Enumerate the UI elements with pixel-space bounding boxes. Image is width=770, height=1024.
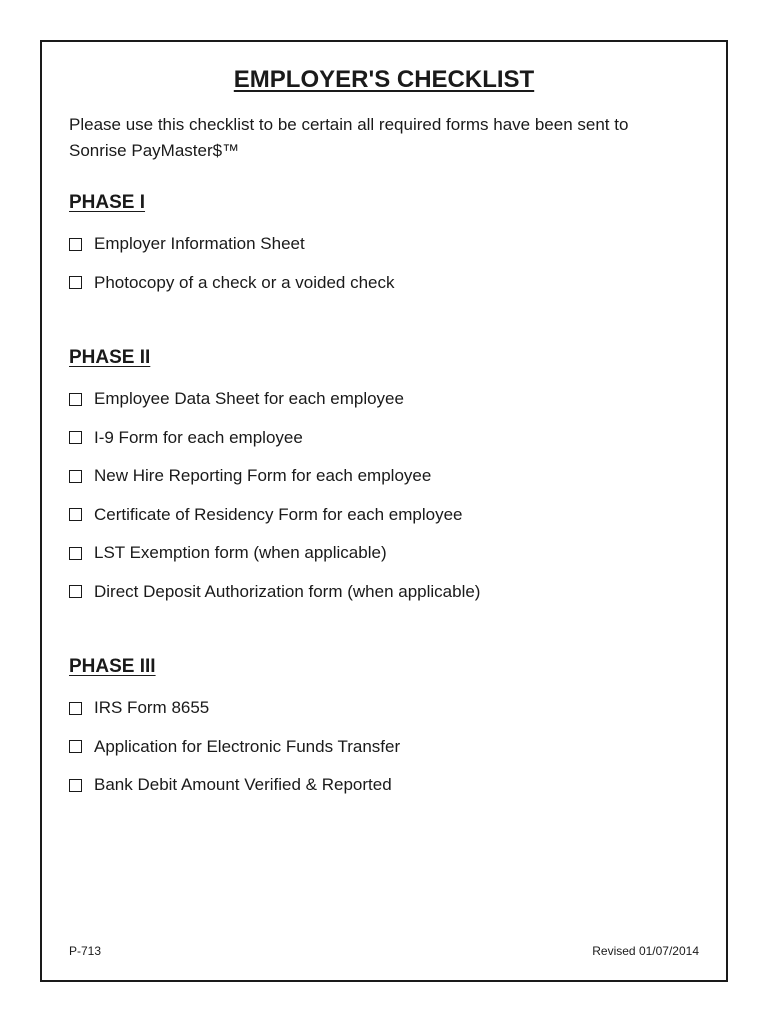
checklist-item-label: IRS Form 8655 [94,698,210,718]
checklist-item-label: New Hire Reporting Form for each employee [94,466,432,486]
checklist-item-label: Direct Deposit Authorization form (when applicable) [94,581,481,601]
checkbox[interactable] [69,547,82,560]
checkbox[interactable] [69,508,82,521]
checklist-item [69,419,480,458]
checklist-item-label: Employer Information Sheet [94,234,305,254]
phase-1-heading: PHASE I [69,192,146,213]
phase-3-heading: PHASE III [69,656,156,677]
checklist-item-label: Photocopy of a check or a voided check [94,272,395,292]
checklist-item [69,225,395,264]
intro-text: Please use this checklist to be certain all required forms have been sent to Sonrise PayMaster$™ [69,115,629,160]
checklist-item-label: Application for Electronic Funds Transfer [94,736,401,756]
checklist-item [69,534,480,573]
phase-1-checklist [69,225,395,302]
checkbox[interactable] [69,740,82,753]
checkbox[interactable] [69,470,82,483]
checklist-item [69,457,480,496]
checklist-item [69,496,480,535]
checklist-item [69,380,480,419]
phase-2-heading: PHASE II [69,347,151,368]
checklist-item-label: Employee Data Sheet for each employee [94,389,404,409]
checkbox[interactable] [69,393,82,406]
form-number: P-713 [69,944,102,958]
checklist-item [69,689,400,728]
page-title: EMPLOYER'S CHECKLIST [233,66,535,93]
checklist-item [69,264,395,303]
revision-date: Revised 01/07/2014 [592,944,699,958]
phase-2-checklist [69,380,480,611]
checklist-item-label: Bank Debit Amount Verified & Reported [94,775,392,795]
checkbox[interactable] [69,276,82,289]
checklist-item [69,728,400,767]
checklist-item-label: Certificate of Residency Form for each employee [94,504,463,524]
checklist-item [69,573,480,612]
document-frame [40,40,728,982]
checkbox[interactable] [69,702,82,715]
phase-3-checklist [69,689,400,805]
checkbox[interactable] [69,238,82,251]
checkbox[interactable] [69,585,82,598]
checklist-item-label: LST Exemption form (when applicable) [94,543,387,563]
checkbox[interactable] [69,779,82,792]
checklist-item-label: I-9 Form for each employee [94,427,303,447]
checklist-item [69,766,400,805]
checkbox[interactable] [69,431,82,444]
